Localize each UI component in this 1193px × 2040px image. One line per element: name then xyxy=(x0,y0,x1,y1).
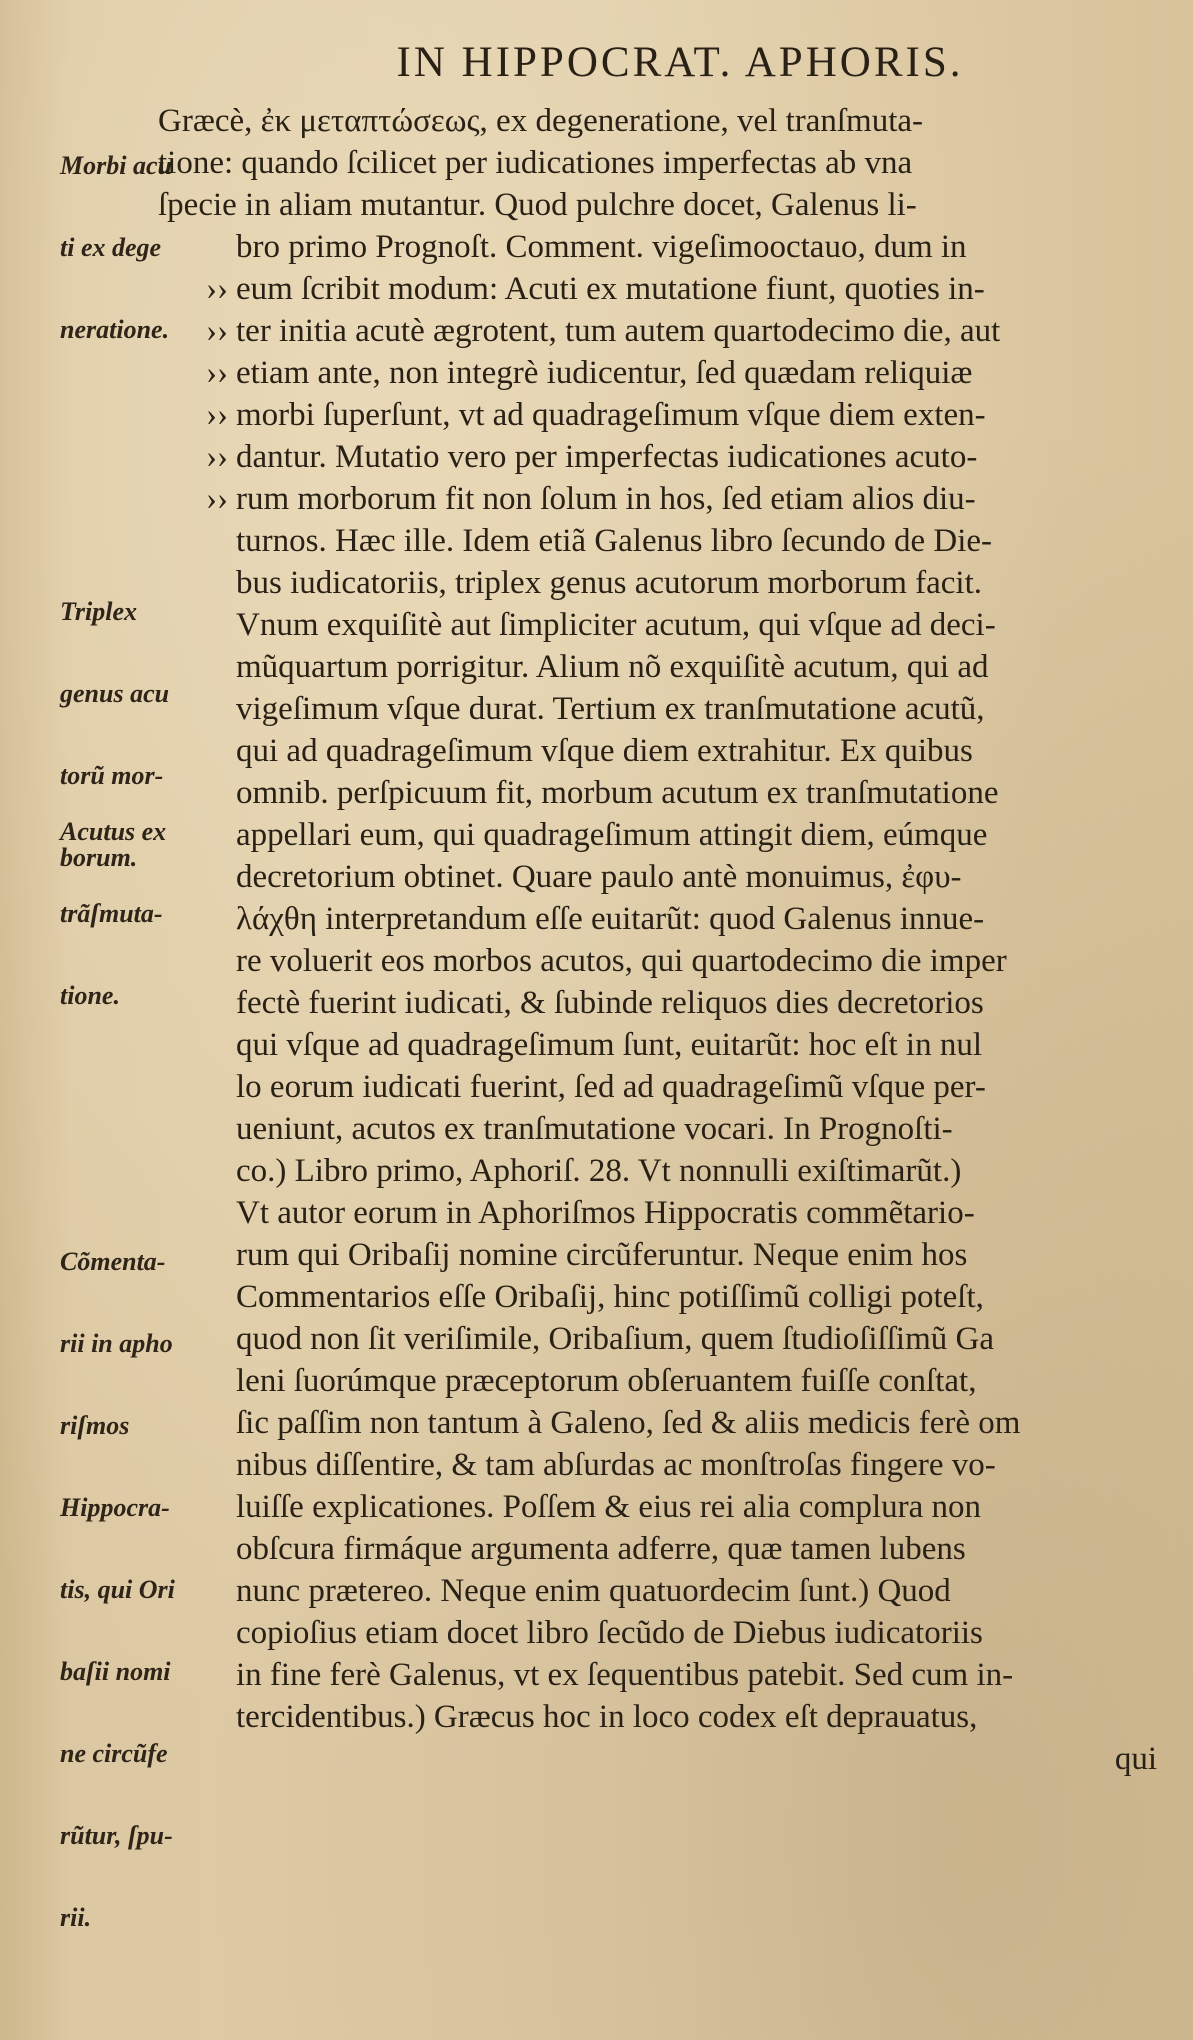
line-text: λάχθη interpretandum eſſe euitarũt: quod Galenus innue- xyxy=(236,901,985,937)
line-text: tione: quando ſcilicet per iudicationes imperfectas ab vna xyxy=(158,145,913,181)
margin-note-line: borum. xyxy=(60,843,138,872)
line-text: Commentarios eſſe Oribaſij, hinc potiſſimũ colligi poteſt, xyxy=(236,1279,984,1315)
line-text: ter initia acutè ægrotent, tum autem quartodecimo die, aut xyxy=(236,313,1001,349)
text-line xyxy=(158,352,1163,394)
line-text: turnos. Hæc ille. Idem etiã Galenus libro ſecundo de Die- xyxy=(236,523,993,559)
line-text: Vt autor eorum in Aphoriſmos Hippocratis commẽtario- xyxy=(236,1195,975,1231)
text-line xyxy=(158,1150,1163,1192)
margin-note-line: genus acu xyxy=(60,679,170,708)
line-text: omnib. perſpicuum fit, morbum acutum ex tranſmutatione xyxy=(236,775,999,811)
line-text: lo eorum iudicati fuerint, ſed ad quadrageſimũ vſque per- xyxy=(236,1069,986,1105)
line-text: fectè fuerint iudicati, & ſubinde reliquos dies decretorios xyxy=(236,985,984,1021)
text-line xyxy=(158,772,1163,814)
text-line xyxy=(158,1528,1163,1570)
text-line xyxy=(158,1570,1163,1612)
text-line xyxy=(158,688,1163,730)
margin-note-line: Triplex xyxy=(60,597,138,626)
margin-note-line: riſmos xyxy=(60,1411,130,1440)
line-text: bro primo Prognoſt. Comment. vigeſimooctauo, dum in xyxy=(236,229,967,265)
line-text: vigeſimum vſque durat. Tertium ex tranſmutatione acutũ, xyxy=(236,691,985,727)
line-text: re voluerit eos morbos acutos, qui quartodecimo die imper xyxy=(236,943,1007,979)
margin-note-line: trãſmuta- xyxy=(60,899,163,928)
text-line xyxy=(158,856,1163,898)
margin-note-line: torũ mor- xyxy=(60,761,164,790)
line-text: appellari eum, qui quadrageſimum attingit diem, eúmque xyxy=(236,817,988,853)
line-text: qui ad quadrageſimum vſque diem extrahitur. Ex quibus xyxy=(236,733,973,769)
line-text: leni ſuorúmque præceptorum obſeruantem fuiſſe conſtat, xyxy=(236,1363,977,1399)
line-text: mũquartum porrigitur. Alium nõ exquiſitè acutum, qui ad xyxy=(236,649,989,685)
line-text: rum morborum fit non ſolum in hos, ſed etiam alios diu- xyxy=(236,481,976,517)
margin-note-line: neratione. xyxy=(60,315,170,344)
text-line xyxy=(158,310,1163,352)
line-text: qui xyxy=(1114,1741,1157,1777)
margin-note-line: Acutus ex xyxy=(60,817,167,846)
margin-note-line: Cõmenta- xyxy=(60,1247,166,1276)
line-text: decretorium obtinet. Quare paulo antè monuimus, ἐφυ- xyxy=(236,859,962,895)
quotation-mark: ›› xyxy=(206,355,228,391)
text-line xyxy=(158,142,1163,184)
line-text: luiſſe explicationes. Poſſem & eius rei alia complura non xyxy=(236,1489,982,1525)
margin-note-line: rii in apho xyxy=(60,1329,173,1358)
margin-note-line: tis, qui Ori xyxy=(60,1575,175,1604)
text-line xyxy=(158,1738,1163,1780)
main-text-block xyxy=(158,100,1163,1780)
margin-note-line: tione. xyxy=(60,981,120,1010)
line-text: Vnum exquiſitè aut ſimpliciter acutum, qui vſque ad deci- xyxy=(236,607,996,643)
text-line xyxy=(158,1654,1163,1696)
text-line xyxy=(158,604,1163,646)
line-text: dantur. Mutatio vero per imperfectas iudicationes acuto- xyxy=(236,439,978,475)
text-line xyxy=(158,1024,1163,1066)
text-line xyxy=(158,814,1163,856)
text-line xyxy=(158,1444,1163,1486)
line-text: ſpecie in aliam mutantur. Quod pulchre docet, Galenus li- xyxy=(158,187,917,223)
line-text: nibus diſſentire, & tam abſurdas ac monſtroſas fingere vo- xyxy=(236,1447,996,1483)
line-text: quod non ſit veriſimile, Oribaſium, quem ſtudioſiſſimũ Ga xyxy=(236,1321,995,1357)
line-text: nunc prætereo. Neque enim quatuordecim ſunt.) Quod xyxy=(236,1573,951,1609)
text-line xyxy=(158,1192,1163,1234)
text-line xyxy=(158,1108,1163,1150)
text-line xyxy=(158,730,1163,772)
text-line xyxy=(158,562,1163,604)
text-line xyxy=(158,940,1163,982)
running-head: IN HIPPOCRAT. APHORIS. xyxy=(396,39,964,86)
line-text: ueniunt, acutos ex tranſmutatione vocari. In Prognoſti- xyxy=(236,1111,953,1147)
text-line xyxy=(158,478,1163,520)
text-line xyxy=(158,1696,1163,1738)
margin-note-line: Hippocra- xyxy=(60,1493,170,1522)
line-text: tercidentibus.) Græcus hoc in loco codex eſt deprauatus, xyxy=(236,1699,978,1735)
line-text: rum qui Oribaſij nomine circũferuntur. Neque enim hos xyxy=(236,1237,968,1273)
text-line xyxy=(158,268,1163,310)
line-text: bus iudicatoriis, triplex genus acutorum morborum facit. xyxy=(236,565,982,601)
margin-note-line: baſii nomi xyxy=(60,1657,171,1686)
text-line xyxy=(158,646,1163,688)
line-text: etiam ante, non integrè iudicentur, ſed quædam reliquiæ xyxy=(236,355,973,391)
quotation-mark: ›› xyxy=(206,439,228,475)
text-line xyxy=(158,1234,1163,1276)
text-line xyxy=(158,436,1163,478)
text-line xyxy=(158,1612,1163,1654)
text-line xyxy=(158,1360,1163,1402)
line-text: co.) Libro primo, Aphoriſ. 28. Vt nonnulli exiſtimarũt.) xyxy=(236,1153,962,1189)
line-text: ſic paſſim non tantum à Galeno, ſed & aliis medicis ferè om xyxy=(236,1405,1021,1441)
margin-note-line: rii. xyxy=(60,1903,92,1932)
line-text: copioſius etiam docet libro ſecũdo de Diebus iudicatoriis xyxy=(236,1615,983,1651)
quotation-mark: ›› xyxy=(206,397,228,433)
text-line xyxy=(158,1402,1163,1444)
line-text: morbi ſuperſunt, vt ad quadrageſimum vſque diem exten- xyxy=(236,397,986,433)
text-line xyxy=(158,394,1163,436)
text-line xyxy=(158,1276,1163,1318)
quotation-mark: ›› xyxy=(206,481,228,517)
text-line xyxy=(158,100,1163,142)
margin-note-line: Morbi acu xyxy=(60,151,172,180)
text-line xyxy=(158,226,1163,268)
quotation-mark: ›› xyxy=(206,271,228,307)
text-line xyxy=(158,1486,1163,1528)
quotation-mark: ›› xyxy=(206,313,228,349)
text-line xyxy=(158,982,1163,1024)
text-line xyxy=(158,184,1163,226)
text-line xyxy=(158,898,1163,940)
text-line xyxy=(158,520,1163,562)
margin-note-line: ti ex dege xyxy=(60,233,162,262)
line-text: eum ſcribit modum: Acuti ex mutatione fiunt, quoties in- xyxy=(236,271,985,307)
text-line xyxy=(158,1318,1163,1360)
text-line xyxy=(158,1066,1163,1108)
line-text: qui vſque ad quadrageſimum ſunt, euitarũt: hoc eſt in nul xyxy=(236,1027,982,1063)
margin-note-line: rũtur, ſpu- xyxy=(60,1821,173,1850)
margin-note-line: ne circũfe xyxy=(60,1739,168,1768)
line-text: in fine ferè Galenus, vt ex ſequentibus patebit. Sed cum in- xyxy=(236,1657,1014,1693)
line-text: Græcè, ἐκ μεταπτώσεως, ex degeneratione, vel tranſmuta- xyxy=(158,103,924,139)
line-text: obſcura firmáque argumenta adferre, quæ tamen lubens xyxy=(236,1531,966,1567)
